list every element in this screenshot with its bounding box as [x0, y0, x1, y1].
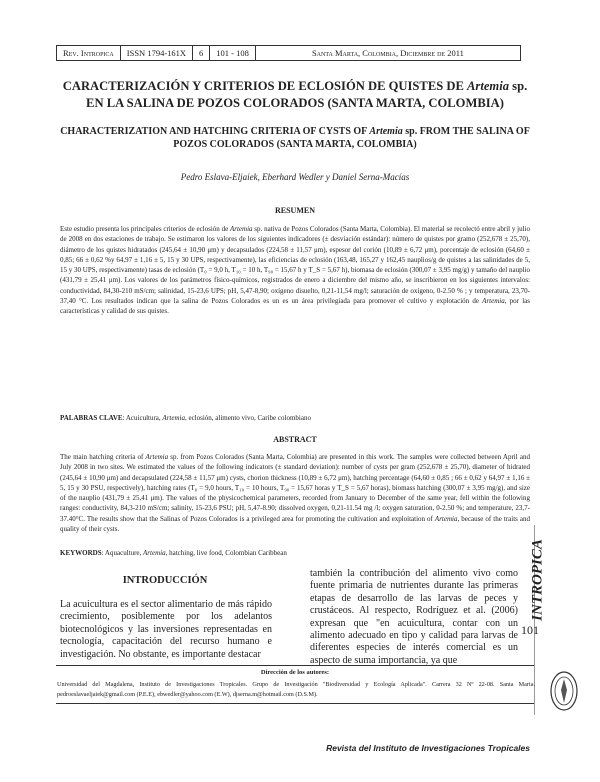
running-header	[56, 45, 521, 61]
title-english: CHARACTERIZATION AND HATCHING CRITERIA OF CYSTS OF Artemia sp. FROM THE SALINA OF POZOS COLORADOS (SANTA MARTA, COLOMBIA)	[60, 126, 530, 150]
abstract-heading: ABSTRACT	[273, 435, 317, 444]
resumen-text: Este estudio presenta los principales criterios de eclosión de Artemia sp. nativa de Pozos Colorados (Santa Marta, Colombia). El material se recolectó entre abril y julio de 2008 en dos estaciones de trabajo. Se estimaron los valores de los siguientes indicadores (± desviación estándar): número de quistes por gramo (252,678 ± 25,70), diámetro de los quistes hidratados (245,64 ± 10,90 μm) y decapsulados (224,58 ± 11,57 μm), espesor del corión (10,89 ± 6,72 μm), porcentaje de eclosión (64,60 ± 0,85; 66 ± 0,62 %y 64,97 ± 1,16 ± 5, 15 y 30 UPS, respectivamente), las eficiencias de eclosión (163,48, 165,27 y 162,45 nauplios/g de quistes a las salinidades de 5, 15 y 30 UPS, respectivamente) tasas de eclosión (T₀ = 9,0 h, T₁₀ = 10 h, T₉₀ = 15,67 h y T_S = 5,67 h), biomasa de eclosión (300,07 ± 3,95 mg/g) y tamaño del nauplio (431,79 ± 25,41 μm). Los valores de los parámetros físico-químicos, registrados de enero a diciembre del mismo año, se inscribieron en los siguientes intervalos: conductividad, 84,30-210 mS/cm; salinidad, 15-23,6 UPS; pH, 5,47-8,90; oxígeno disuelto, 0,21-11,54 mg/l; saturación de oxígeno, 0-2.50 % ; y temperatura, 23,70-37,40 °C. Los resultados indican que la salina de Pozos Colorados es un es un área privilegiada para promover el cultivo y explotación de Artemia, por las características y calidad de sus quistes.	[60, 225, 530, 316]
page-number: 101	[521, 623, 539, 637]
authors: Pedro Eslava-Eljaiek, Eberhard Wedler y Daniel Serna-Macías	[180, 172, 410, 182]
title-spanish: CARACTERIZACIÓN Y CRITERIOS DE ECLOSIÓN DE QUISTES DE Artemia sp. EN LA SALINA DE POZOS COLORADOS (SANTA MARTA, COLOMBIA)	[62, 79, 528, 110]
footnote-text: Universidad del Magdalena, Instituto de Investigaciones Tropicales. Grupo de Investigación "Biodiversidad y Ecología Aplicada". Carrera 32 Nº 22-08. Santa Marta. pedroeslavaeljaiek@gmail.com (P.E.E), ebwedler@yahoo.com (E.W), djserna.m@hotmail.com (D.S.M).	[57, 681, 535, 698]
intro-heading: INTRODUCCIÓN	[122, 575, 208, 586]
footnote-rule-bottom	[56, 703, 534, 704]
header-volume: 6	[193, 46, 210, 60]
palabras-clave: PALABRAS CLAVE: Acuicultura, Artemia, eclosión, alimento vivo, Caribe colombiano	[60, 414, 311, 422]
university-seal-icon	[549, 670, 579, 712]
header-pages: 101 - 108	[210, 46, 256, 60]
journal-footer: Revista del Instituto de Investigaciones Tropicales	[326, 743, 530, 753]
keywords: KEYWORDS: Aquaculture, Artemia, hatching, live food, Colombian Caribbean	[60, 549, 287, 557]
footnote-heading: Dirección de los autores:	[260, 669, 330, 676]
resumen-heading: RESUMEN	[274, 206, 315, 215]
intro-left-column: La acuicultura es el sector alimentario de más rápido crecimiento, posiblemente por los adelantos biotecnológicos y las inversiones representadas en tecnología, capacitación del recurso humano e investigación. No obstante, es importante destacar	[60, 599, 272, 660]
header-journal: Rev. Intropica	[57, 46, 121, 60]
header-issn: ISSN 1794-161X	[121, 46, 193, 60]
footnote-rule	[56, 665, 534, 666]
header-place-date: Santa Marta, Colombia, Diciembre de 2011	[311, 48, 464, 58]
side-journal-label: INTROPICA	[529, 539, 546, 621]
intro-right-column: también la contribución del alimento vivo como fuente primaria de nutrientes durante las primeras etapas de desarrollo de las larvas de peces y crustáceos. Al respecto, Rodríguez et al. (2006) expresan que "en acuicultura, contar con un alimento adecuado en tipo y calidad para larvas de diferentes especies de interés comercial es un aspecto de suma importancia, ya que	[310, 568, 518, 666]
abstract-text: The main hatching criteria of Artemia sp. from Pozos Colorados (Santa Marta, Colombia) are presented in this work. The samples were collected between April and July 2008 in two sites. We estimated the values of the following indicators (± standard deviation): number of cysts per gram (252,678 ± 25,70), diameter of hidrated (245,64 ± 10,90 μm) and decapsulated (224,58 ± 11,57 μm) cysts, chorion thickness (10,89 ± 6,72 μm), hatching percentage (64,60 ± 0,85 ; 66 ± 0,62 y 64,97 ± 1,16 ± 5, 15 y 30 PSU, respectively), hatching rates (T₀ = 9,0 hours, T₁₀ = 10 hours, T₉₀ = 15,67 horas y T_S = 5,67 horas), biomass hatching (300,07 ± 3,95 mg/g), and size of the nauplio (431,79 ± 25,41 μm). The values of the physicochemical parameters, recorded from January to December of the same year, fell within the following ranges: conductivity, 84,3-210 mS/cm; salinity, 15-23,6 PSU; pH, 5,47-8.90; dissolved oxygen, 0,21-11.54 mg /l; oxygen saturation, 0-2.50 %; and temperature, 23,7-37.40°C. The results show that the Salinas of Pozos Colorados is a privileged area for promoting the cultivation and exploitation of Artemia, because of the traits and quality of their cysts.	[60, 453, 530, 534]
